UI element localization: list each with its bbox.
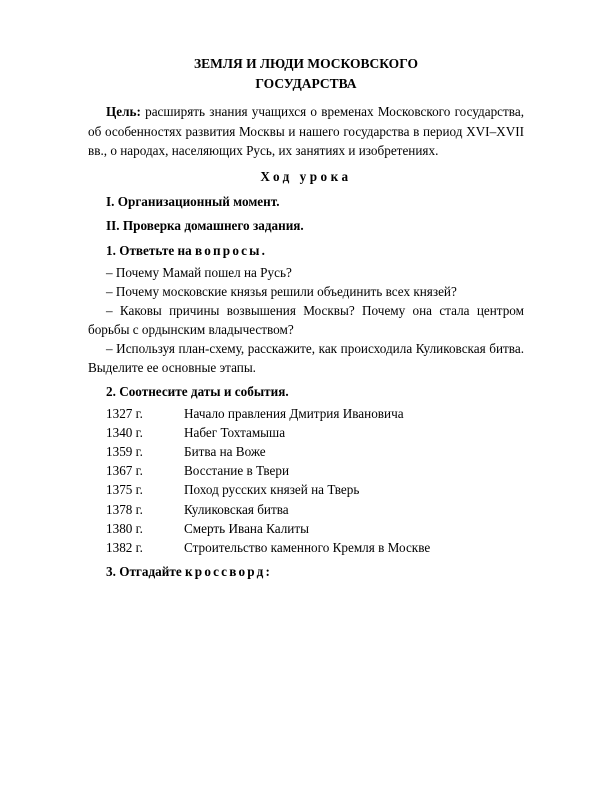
date-row — [88, 500, 524, 519]
question-item: – Каковы причины возвышения Москвы? Почему она стала центром борьбы с ордынским владычеством? — [88, 303, 524, 337]
question-item: – Используя план-схему, расскажите, как происходила Куликовская битва. Выделите ее основные этапы. — [88, 341, 524, 375]
lesson-goal — [88, 102, 524, 161]
date-row — [88, 461, 524, 480]
document-page — [88, 54, 524, 582]
date-year: 1380 г. — [106, 520, 143, 536]
date-row — [88, 538, 524, 557]
title-line-2: ГОСУДАРСТВА — [255, 76, 357, 91]
question-list — [88, 263, 524, 377]
date-year: 1378 г. — [106, 501, 143, 517]
date-year: 1375 г. — [106, 482, 143, 498]
date-event: Поход русских князей на Тверь — [184, 482, 360, 498]
section-match-dates: 2. Соотнесите даты и события. — [106, 384, 289, 399]
section-organizational: I. Организационный момент. — [106, 193, 280, 209]
date-event: Набег Тохтамыша — [184, 424, 286, 440]
section-answer-prefix: 1. Ответьте на — [106, 242, 195, 258]
goal-label: Цель: — [106, 104, 141, 119]
question-item: – Почему Мамай пошел на Русь? — [106, 265, 292, 280]
date-event: Строительство каменного Кремля в Москве — [184, 539, 431, 555]
date-year: 1359 г. — [106, 443, 143, 459]
date-row — [88, 442, 524, 461]
title-line-1: ЗЕМЛЯ И ЛЮДИ МОСКОВСКОГО — [194, 56, 418, 71]
date-row — [88, 519, 524, 538]
date-event: Битва на Воже — [184, 443, 266, 459]
section-crossword — [88, 562, 524, 582]
date-event: Смерть Ивана Калиты — [184, 520, 309, 536]
goal-text: расширять знания учащихся о временах Московского государства, об особенностях развития Москвы и нашего государства в период XVI–XVII вв., о народах, населяющих Русь, их занятиях и изобретениях. — [88, 104, 524, 158]
section-crossword-prefix: 3. Отгадайте — [106, 564, 185, 580]
date-year: 1340 г. — [106, 424, 143, 440]
section-homework-check: II. Проверка домашнего задания. — [106, 218, 304, 233]
date-event: Начало правления Дмитрия Ивановича — [184, 405, 404, 421]
dates-table — [88, 404, 524, 558]
section-answer-spaced: вопросы. — [194, 242, 268, 258]
date-row — [88, 404, 524, 423]
date-event: Восстание в Твери — [184, 463, 290, 479]
date-year: 1382 г. — [106, 539, 143, 555]
date-row — [88, 480, 524, 499]
date-year: 1327 г. — [106, 405, 143, 421]
section-answer-questions — [88, 241, 524, 261]
page-title — [88, 54, 524, 94]
date-year: 1367 г. — [106, 463, 143, 479]
question-item: – Почему московские князья решили объединить всех князей? — [106, 284, 457, 299]
date-event: Куликовская битва — [184, 501, 289, 517]
section-crossword-spaced: кроссворд: — [185, 564, 273, 580]
lesson-heading: Ход урока — [260, 168, 352, 184]
date-row — [88, 423, 524, 442]
